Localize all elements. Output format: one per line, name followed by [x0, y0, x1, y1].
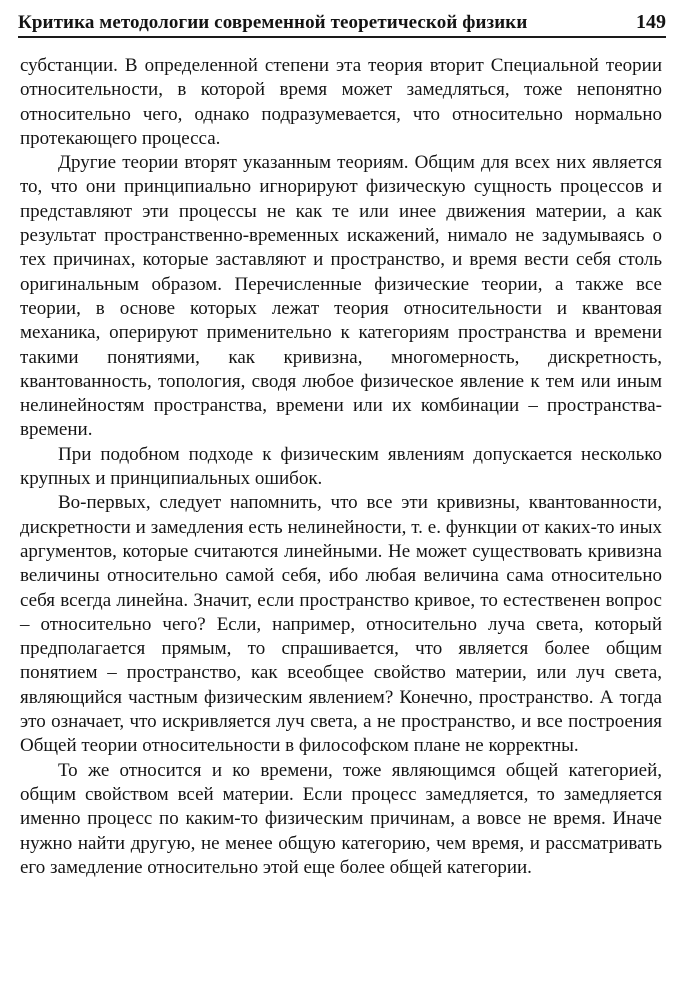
page-number: 149 — [636, 11, 666, 33]
page-header — [18, 6, 666, 38]
paragraph: Во-первых, следует напомнить, что все эти кривизны, квантованности, дискретности и замедления есть нелинейности, т. е. функции от каких-то иных аргументов, которые считаются линейными. Не может существовать кривизна величины относительно самой себя, ибо любая величина сама относительно себя всегда линейна. Значит, если пространство кривое, то естественен вопрос – относительно чего? Если, например, относительно луча света, который предполагается прямым, то спрашивается, что является более общим понятием – пространство, как всеобщее свойство материи, или луч света, являющийся частным физическим явлением? Конечно, пространство. А тогда это означает, что искривляется луч света, а не пространство, и все построения Общей теории относительности в философском плане не корректны. — [20, 492, 662, 757]
paragraph-continuation: субстанции. В определенной степени эта теория вторит Специальной теории относительности, в которой время может замедляться, тоже непонятно относительно чего, однако подразумевается, что относительно нормально протекающего процесса. — [20, 55, 662, 149]
paragraph: То же относится и ко времени, тоже являющимся общей категорией, общим свойством всей материи. Если процесс замедляется, то замедляется именно процесс по каким-то физическим причинам, а вовсе не время. Иначе нужно найти другую, не менее общую категорию, чем время, и рассматривать его замедление относительно этой еще более общей категории. — [20, 759, 662, 878]
running-title: Критика методологии современной теоретической физики — [18, 12, 528, 33]
body-text — [20, 54, 662, 880]
paragraph: При подобном подходе к физическим явлениям допускается несколько крупных и принципиальных ошибок. — [20, 443, 662, 490]
paragraph: Другие теории вторят указанным теориям. Общим для всех них является то, что они принципиально игнорируют физическую сущность процессов и представляют эти процессы не как те или инее движения материи, а как результат пространственно-временных искажений, нимало не задумываясь о тех причинах, которые заставляют и пространство, и время вести себя столь оригинальным образом. Перечисленные физические теории, а также все теории, в основе которых лежат теория относительности и квантовая механика, оперируют применительно к категориям пространства и времени такими понятиями, как кривизна, многомерность, дискретность, квантованность, топология, сводя любое физическое явление к тем или иным нелинейностям пространства, времени или их комбинации – пространства-времени. — [20, 152, 662, 441]
